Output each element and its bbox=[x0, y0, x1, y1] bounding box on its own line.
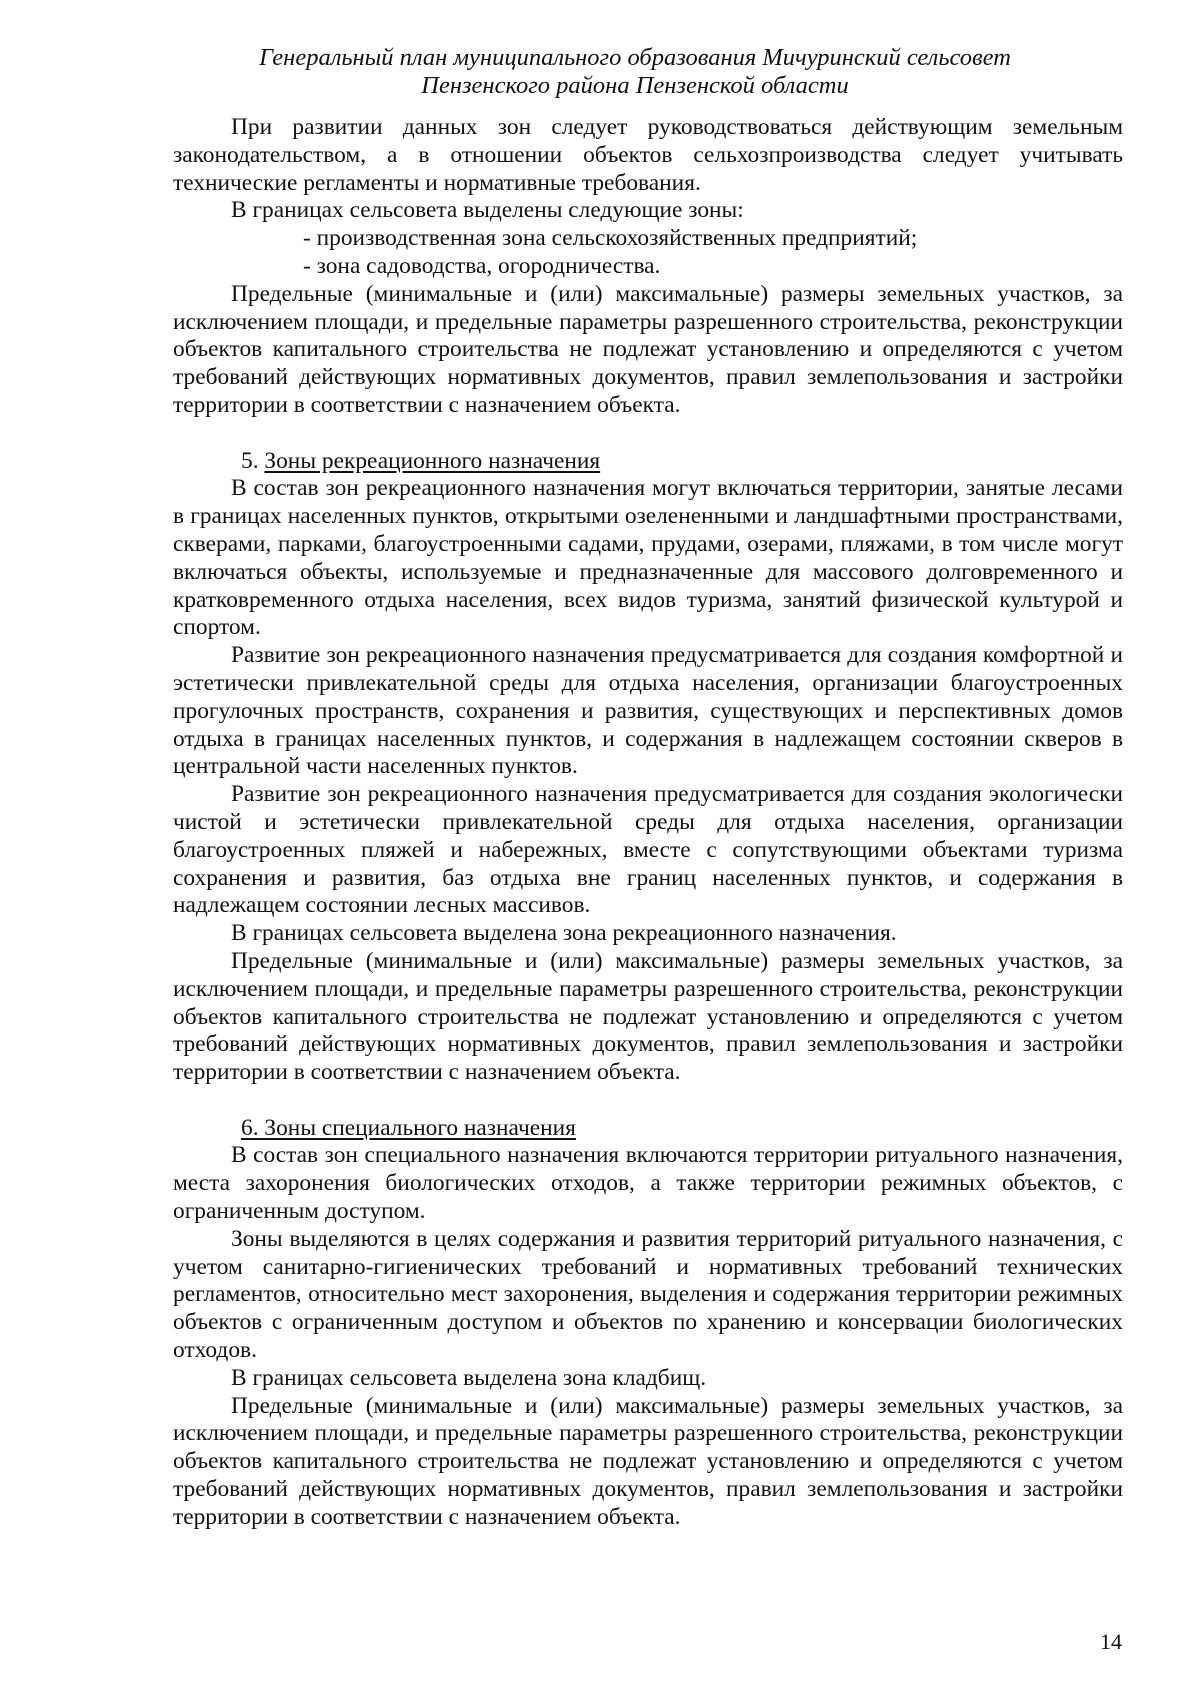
paragraph: В границах сельсовета выделена зона кладбищ. bbox=[231, 1364, 707, 1391]
section-number: 5. bbox=[241, 447, 265, 474]
section-title: Зоны рекреационного назначения bbox=[264, 447, 601, 474]
list-item: - производственная зона сельскохозяйственных предприятий; bbox=[303, 225, 918, 252]
header-line-1: Генеральный план муниципального образования Мичуринский сельсовет bbox=[259, 44, 1011, 71]
header-line-2: Пензенского района Пензенской области bbox=[421, 72, 849, 99]
paragraph: В состав зон специального назначения включаются территории ритуального назначения, места захоронения биологических отходов, а также территории режимных объектов, с ограниченным доступом. bbox=[173, 1142, 1123, 1225]
paragraph: В границах сельсовета выделена зона рекреационного назначения. bbox=[231, 920, 897, 947]
list-item: - зона садоводства, огородничества. bbox=[303, 252, 661, 279]
paragraph: Предельные (минимальные и (или) максимальные) размеры земельных участков, за исключением площади, и предельные параметры разрешенного строительства, реконструкции объектов капитального строительства не подлежат установлению и определяются с учетом требований действующих нормативных документов, правил землепользования и застройки территории в соответствии с назначением объекта. bbox=[173, 947, 1123, 1086]
section-heading bbox=[173, 1115, 1123, 1143]
spacer bbox=[173, 420, 1123, 448]
paragraph: Развитие зон рекреационного назначения предусматривается для создания экологически чистой и эстетически привлекательной среды для отдыха населения, организации благоустроенных пляжей и набережных, вместе с сопутствующими объектами туризма сохранения и развития, баз отдыха вне границ населенных пунктов, и содержания в надлежащем состоянии лесных массивов. bbox=[173, 781, 1123, 919]
section-heading bbox=[173, 448, 1123, 476]
paragraph: В границах сельсовета выделены следующие зоны: bbox=[231, 197, 744, 224]
paragraph: При развитии данных зон следует руководствоваться действующим земельным законодательством, а в отношении объектов сельхозпроизводства следует учитывать технические регламенты и нормативные требования. bbox=[173, 114, 1123, 196]
paragraph: Зоны выделяются в целях содержания и развития территорий ритуального назначения, с учетом санитарно-гигиенических требований и нормативных требований технических регламентов, относительно мест захоронения, выделения и содержания территории режимных объектов с ограниченным доступом и объектов по хранению и консервации биологических отходов. bbox=[173, 1225, 1123, 1364]
paragraph: Предельные (минимальные и (или) максимальные) размеры земельных участков, за исключением площади, и предельные параметры разрешенного строительства, реконструкции объектов капитального строительства не подлежат установлению и определяются с учетом требований действующих нормативных документов, правил землепользования и застройки территории в соответствии с назначением объекта. bbox=[173, 280, 1123, 418]
paragraph: В состав зон рекреационного назначения могут включаться территории, занятые лесами в границах населенных пунктов, открытыми озелененными и ландшафтными пространствами, скверами, парками, благоустроенными садами, прудами, озерами, пляжами, в том числе могут включаться объекты, используемые и предназначенные для массового долговременного и кратковременного отдыха населения, всех видов туризма, занятий физической культурой и спортом. bbox=[173, 475, 1123, 641]
running-header bbox=[170, 44, 1100, 100]
page-number: 14 bbox=[1100, 1629, 1122, 1654]
paragraph: Предельные (минимальные и (или) максимальные) размеры земельных участков, за исключением площади, и предельные параметры разрешенного строительства, реконструкции объектов капитального строительства не подлежат установлению и определяются с учетом требований действующих нормативных документов, правил землепользования и застройки территории в соответствии с назначением объекта. bbox=[173, 1392, 1123, 1530]
paragraph: Развитие зон рекреационного назначения предусматривается для создания комфортной и эстетически привлекательной среды для отдыха населения, организации благоустроенных прогулочных пространств, сохранения и развития, существующих и перспективных домов отдыха в границах населенных пунктов, и содержания в надлежащем состоянии скверов в центральной части населенных пунктов. bbox=[173, 642, 1123, 780]
section-title: 6. Зоны специального назначения bbox=[241, 1114, 576, 1141]
document-body bbox=[173, 114, 1123, 1532]
spacer bbox=[173, 1087, 1123, 1115]
